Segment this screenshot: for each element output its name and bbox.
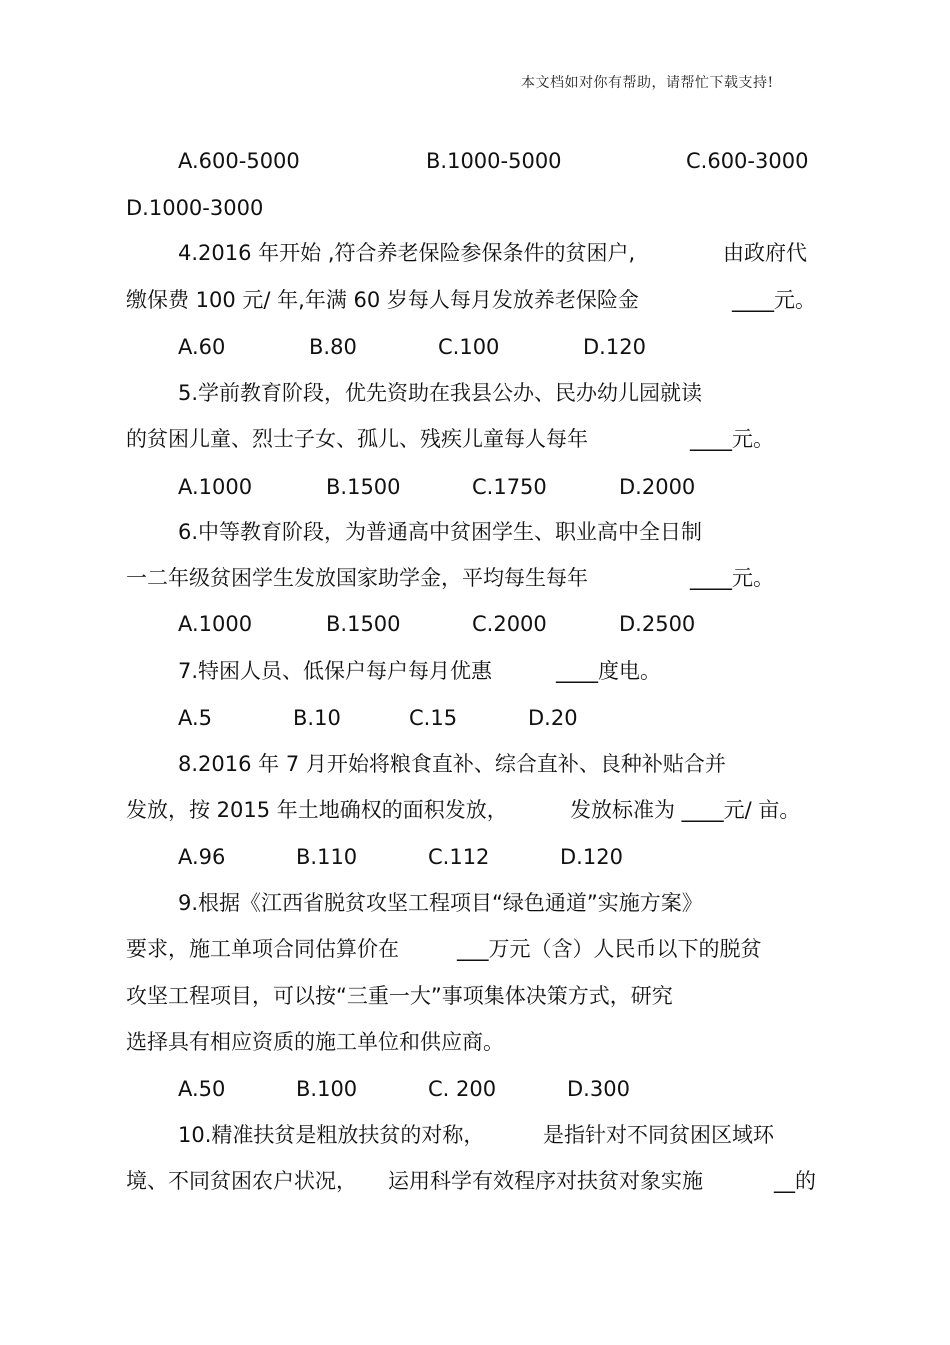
option-a: A.5 — [178, 706, 213, 730]
option-d: D.2000 — [619, 475, 696, 499]
question-5-line-2a: 的贫困儿童、烈士子女、孤儿、残疾儿童每人每年 — [126, 427, 588, 451]
option-c: C.2000 — [472, 612, 547, 636]
question-4-line-1a: 4.2016 年开始 ,符合养老保险参保条件的贫困户, — [178, 241, 636, 265]
option-d: D.1000-3000 — [126, 196, 264, 220]
option-c: C.600-3000 — [686, 149, 809, 173]
option-c: C.1750 — [472, 475, 547, 499]
question-7-line-1a: 7.特困人员、低保户每户每月优惠 — [178, 659, 493, 683]
option-b: B.1500 — [326, 475, 401, 499]
option-b: B.110 — [296, 845, 358, 869]
question-6-line-2b: ____元。 — [690, 566, 774, 590]
option-a: A.96 — [178, 845, 226, 869]
option-d: D.300 — [567, 1077, 630, 1101]
option-c: C. 200 — [428, 1077, 497, 1101]
question-9-line-2b: ___万元（含）人民币以下的脱贫 — [457, 937, 762, 961]
option-a: A.1000 — [178, 475, 253, 499]
question-6-line-1: 6.中等教育阶段，为普通高中贫困学生、职业高中全日制 — [178, 520, 703, 544]
option-d: D.120 — [583, 335, 646, 359]
question-9-line-2a: 要求，施工单项合同估算价在 — [126, 937, 399, 961]
question-8-line-2a: 发放，按 2015 年土地确权的面积发放， — [126, 798, 508, 822]
option-b: B.100 — [296, 1077, 358, 1101]
option-d: D.120 — [560, 845, 623, 869]
question-4-line-2a: 缴保费 100 元/ 年,年满 60 岁每人每月发放养老保险金 — [126, 288, 639, 312]
header-note: 本文档如对你有帮助，请帮忙下载支持! — [521, 75, 774, 91]
option-b: B.10 — [293, 706, 341, 730]
question-7-line-1b: ____度电。 — [556, 659, 661, 683]
question-5-line-2b: ____元。 — [690, 427, 774, 451]
question-6-line-2a: 一二年级贫困学生发放国家助学金，平均每生每年 — [126, 566, 588, 590]
option-a: A.600-5000 — [178, 149, 300, 173]
option-c: C.112 — [428, 845, 490, 869]
option-d: D.2500 — [619, 612, 696, 636]
option-b: B.1500 — [326, 612, 401, 636]
option-a: A.50 — [178, 1077, 226, 1101]
question-8-line-2b: 发放标准为 ____元/ 亩。 — [570, 798, 801, 822]
question-5-line-1: 5.学前教育阶段，优先资助在我县公办、民办幼儿园就读 — [178, 381, 703, 405]
question-9-line-3: 攻坚工程项目，可以按“三重一大”事项集体决策方式，研究 — [126, 984, 673, 1008]
option-a: A.60 — [178, 335, 226, 359]
question-10-line-1b: 是指针对不同贫困区域环 — [543, 1123, 774, 1147]
question-8-line-1: 8.2016 年 7 月开始将粮食直补、综合直补、良种补贴合并 — [178, 752, 726, 776]
question-10-line-1a: 10.精准扶贫是粗放扶贫的对称， — [178, 1123, 485, 1147]
option-c: C.15 — [409, 706, 458, 730]
question-10-line-2b: 运用科学有效程序对扶贫对象实施 — [388, 1169, 703, 1193]
option-a: A.1000 — [178, 612, 253, 636]
option-b: B.1000-5000 — [426, 149, 562, 173]
question-9-line-4: 选择具有相应资质的施工单位和供应商。 — [126, 1030, 504, 1054]
option-b: B.80 — [309, 335, 357, 359]
question-10-line-2a: 境、不同贫困农户状况， — [126, 1169, 357, 1193]
question-4-line-1b: 由政府代 — [723, 241, 807, 265]
question-10-line-2c: __的 — [774, 1169, 816, 1193]
option-c: C.100 — [438, 335, 500, 359]
question-4-line-2b: ____元。 — [732, 288, 816, 312]
question-9-line-1: 9.根据《江西省脱贫攻坚工程项目“绿色通道”实施方案》 — [178, 891, 703, 915]
option-d: D.20 — [528, 706, 578, 730]
